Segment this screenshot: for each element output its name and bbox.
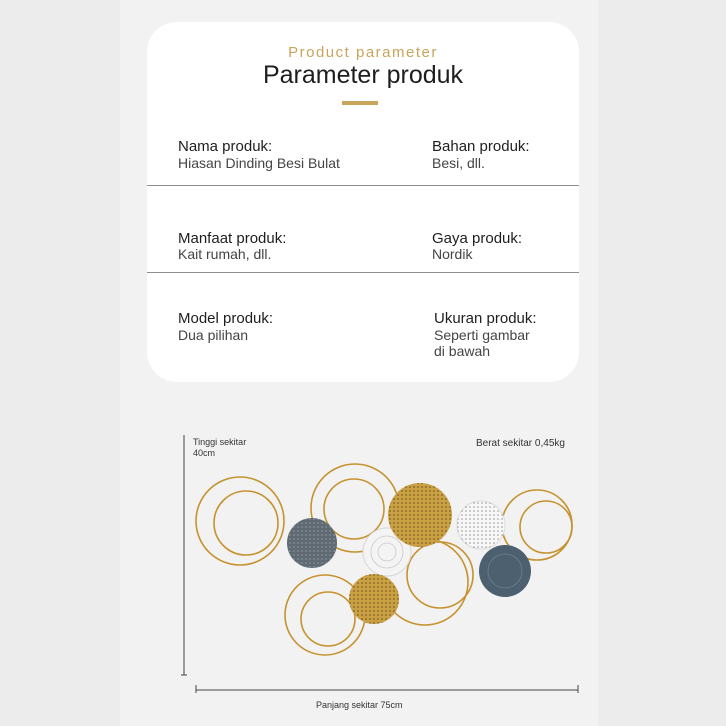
product-name-value: Hiasan Dinding Besi Bulat	[178, 155, 340, 171]
size-value-line1: Seperti gambar	[434, 327, 530, 343]
style-value: Nordik	[432, 246, 473, 262]
material-value: Besi, dll.	[432, 155, 485, 171]
model-value: Dua pilihan	[178, 327, 249, 343]
page-title: Parameter produk	[262, 61, 464, 89]
row-divider	[147, 185, 579, 186]
model-label: Model produk:	[178, 310, 274, 327]
white-speckled-plate	[457, 501, 505, 549]
size-value-line2: di bawah	[434, 343, 491, 359]
benefit-label: Manfaat produk:	[178, 230, 287, 247]
slate-plate	[287, 518, 337, 568]
wall-art-illustration	[180, 425, 590, 700]
height-label-line1: Tinggi sekitar	[193, 437, 247, 447]
small-gold-plate	[349, 574, 399, 624]
height-label-line2: 40cm	[193, 448, 216, 458]
product-parameter-subtitle: Product parameter	[288, 44, 438, 61]
style-label: Gaya produk:	[432, 230, 523, 247]
product-name-label: Nama produk:	[178, 138, 273, 155]
large-gold-plate	[388, 483, 452, 547]
width-label: Panjang sekitar 75cm	[316, 700, 403, 710]
blue-plate	[479, 545, 531, 597]
material-label: Bahan produk:	[432, 138, 530, 155]
width-dimension-line	[196, 685, 578, 693]
benefit-value: Kait rumah, dll.	[178, 246, 272, 262]
height-dimension-line	[181, 435, 187, 675]
size-label: Ukuran produk:	[434, 310, 537, 327]
row-divider	[147, 272, 579, 273]
weight-label: Berat sekitar 0,45kg	[476, 438, 565, 449]
title-underline	[342, 101, 378, 105]
